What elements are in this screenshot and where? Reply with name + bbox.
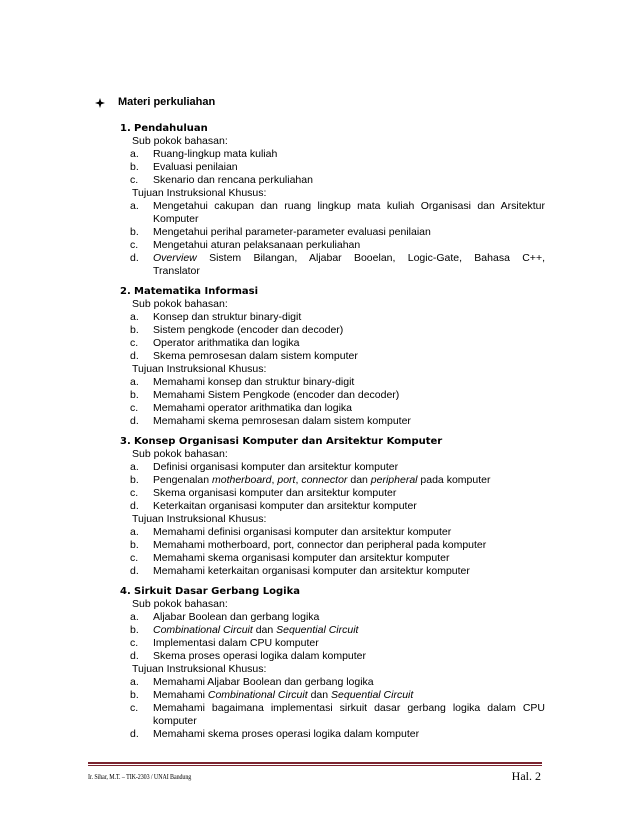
list-item: b. Memahami motherboard, port, connector dan peripheral pada komputer (130, 539, 487, 551)
section-title: 2. Matematika Informasi (120, 286, 259, 297)
list-item: b. Combinational Circuit dan Sequential Circuit (130, 624, 359, 636)
objectives-label: Tujuan Instruksional Khusus: (132, 663, 267, 675)
section-title: 1. Pendahuluan (120, 123, 208, 134)
list-item: c. Operator arithmatika dan logika (130, 337, 300, 349)
list-item: d. Skema pemrosesan dalam sistem komputer (130, 350, 358, 362)
list-item: a. Memahami konsep dan struktur binary-digit (130, 376, 355, 388)
objectives-label: Tujuan Instruksional Khusus: (132, 513, 267, 525)
footer-divider (88, 762, 542, 764)
page-number: Hal. 2 (511, 769, 541, 783)
list-item: d. Overview Sistem Bilangan, Aljabar Booelan, Logic-Gate, Bahasa C++, Translator (130, 252, 545, 277)
list-item: c. Memahami operator arithmatika dan logika (130, 402, 353, 414)
list-item: b. Memahami Combinational Circuit dan Sequential Circuit (130, 689, 414, 701)
objectives-label: Tujuan Instruksional Khusus: (132, 363, 267, 375)
footer-divider-thin (88, 765, 542, 766)
list-item: b. Pengenalan motherboard, port, connector dan peripheral pada komputer (130, 474, 491, 486)
list-item: a. Konsep dan struktur binary-digit (130, 311, 302, 323)
list-item: a. Mengetahui cakupan dan ruang lingkup mata kuliah Organisasi dan Arsitektur Komputer (130, 200, 545, 225)
list-item: b. Memahami Sistem Pengkode (encoder dan decoder) (130, 389, 400, 401)
list-item: a. Ruang-lingkup mata kuliah (130, 148, 278, 160)
list-item: a. Aljabar Boolean dan gerbang logika (130, 611, 320, 623)
list-item: c. Memahami skema organisasi komputer dan arsitektur komputer (130, 552, 450, 564)
section-pendahuluan (120, 122, 545, 278)
list-item: b. Evaluasi penilaian (130, 161, 238, 173)
list-item: d. Skema proses operasi logika dalam komputer (130, 650, 367, 662)
list-item: d. Memahami keterkaitan organisasi komputer dan arsitektur komputer (130, 565, 470, 577)
section-konsep-organisasi (120, 435, 490, 578)
list-item: d. Memahami skema proses operasi logika dalam komputer (130, 728, 420, 740)
list-item: d. Keterkaitan organisasi komputer dan arsitektur komputer (130, 500, 417, 512)
list-item: c. Mengetahui aturan pelaksanaan perkuliahan (130, 239, 361, 251)
main-heading-text: Materi perkuliahan (118, 96, 216, 108)
objectives-label: Tujuan Instruksional Khusus: (132, 187, 267, 199)
diamond-bullet-icon (95, 98, 105, 108)
list-item: c. Skenario dan rencana perkuliahan (130, 174, 313, 186)
main-heading (95, 96, 215, 109)
section-title: 4. Sirkuit Dasar Gerbang Logika (120, 586, 300, 597)
section-sirkuit-dasar (120, 585, 545, 741)
list-item: a. Memahami definisi organisasi komputer dan arsitektur komputer (130, 526, 452, 538)
section-matematika-informasi (120, 285, 411, 428)
section-title: 3. Konsep Organisasi Komputer dan Arsitektur Komputer (120, 436, 443, 447)
sub-topic-label: Sub pokok bahasan: (132, 298, 228, 310)
sub-topic-label: Sub pokok bahasan: (132, 448, 228, 460)
list-item: c. Implementasi dalam CPU komputer (130, 637, 319, 649)
list-item: b. Sistem pengkode (encoder dan decoder) (130, 324, 344, 336)
sub-topic-label: Sub pokok bahasan: (132, 598, 228, 610)
footer-author: Ir. Sihar, M.T. – TIK-2303 / UNAI Bandung (88, 773, 192, 781)
list-item: a. Definisi organisasi komputer dan arsitektur komputer (130, 461, 399, 473)
list-item: b. Mengetahui perihal parameter-parameter evaluasi penilaian (130, 226, 431, 238)
list-item: c. Memahami bagaimana implementasi sirkuit dasar gerbang logika dalam CPU komputer (130, 702, 545, 727)
sub-topic-label: Sub pokok bahasan: (132, 135, 228, 147)
list-item: d. Memahami skema pemrosesan dalam sistem komputer (130, 415, 411, 427)
list-item: a. Memahami Aljabar Boolean dan gerbang logika (130, 676, 374, 688)
list-item: c. Skema organisasi komputer dan arsitektur komputer (130, 487, 397, 499)
